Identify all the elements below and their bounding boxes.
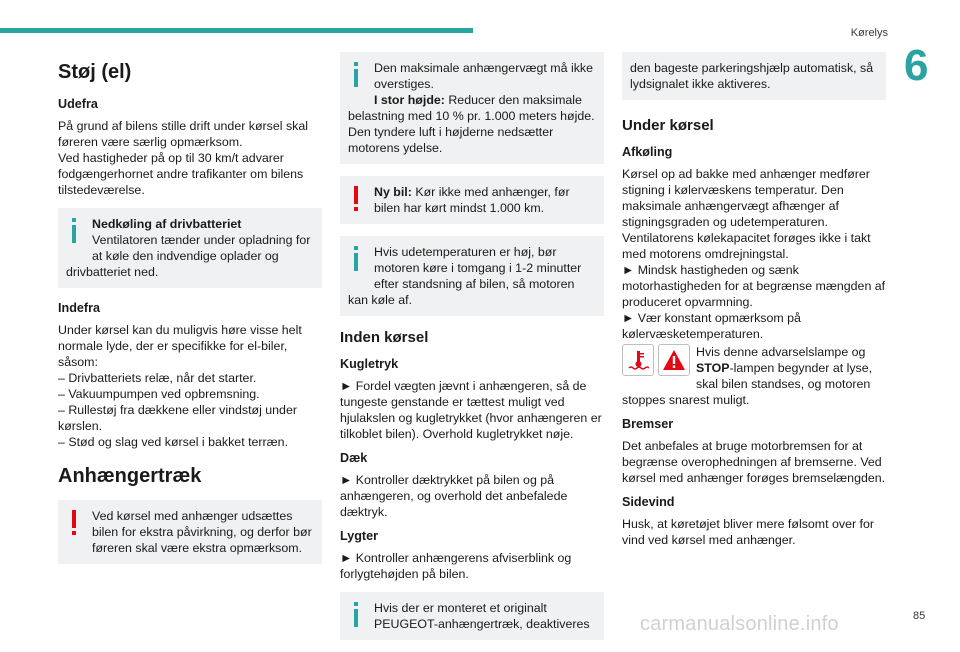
info-note-peugeot	[340, 592, 604, 640]
lamp-text: Hvis denne advarselslampe og	[696, 345, 866, 359]
stop-label: STOP	[696, 361, 730, 375]
note-title: Nedkøling af drivbatteriet	[92, 217, 242, 231]
alert-triangle-icon	[658, 344, 690, 376]
lygter-text: ► Kontroller anhængerens afviserblink og forlygtehøjden på bilen.	[340, 551, 572, 581]
warning-text: Kør ikke med anhænger, før bilen har kørt mindst 1.000 km.	[374, 185, 570, 215]
lygter-heading: Lygter	[340, 529, 379, 543]
page-number: 85	[913, 610, 926, 622]
section-label: Kørelys	[850, 27, 888, 39]
coolant-temperature-icon	[622, 344, 654, 376]
afkoling-heading: Afkøling	[622, 145, 673, 159]
warning-bold: Ny bil:	[374, 185, 412, 199]
warning-icon	[348, 184, 374, 218]
header-accent-bar	[0, 28, 473, 33]
info-icon	[348, 60, 374, 94]
warning-icon	[66, 508, 92, 542]
info-icon	[348, 244, 374, 278]
info-note-temperature	[340, 236, 604, 316]
under-heading: Under kørsel	[622, 117, 714, 134]
page-title: Støj (el)	[58, 61, 132, 83]
warning-lamps	[622, 344, 690, 376]
note-text: den bageste parkeringshjælp automatisk, så lydsignalet ikke aktiveres.	[630, 61, 874, 91]
warning-text: Ved kørsel med anhænger udsættes bilen for ekstra påvirkning, og derfor bør føreren skal være ekstra opmærksom.	[92, 509, 312, 555]
info-icon	[348, 600, 374, 634]
warning-lamp-paragraph	[622, 344, 886, 408]
kugletryk-heading: Kugletryk	[340, 357, 399, 371]
anhaenger-title: Anhængertræk	[58, 465, 202, 487]
note-text: Hvis der er monteret et originalt PEUGEOT-anhængertræk, deaktiveres	[374, 601, 590, 631]
indefra-text: Under kørsel kan du muligvis høre visse helt normale lyde, der er specifikke for el-biler, såsom: – Drivbatteriets relæ, når det starter. – Vakuumpumpen ved opbremsning. – Rullestøj fra dækkene eller vindstøj under kørslen. – Stød og slag ved kørsel i bakket terræn.	[58, 323, 302, 449]
chapter-number: 6	[904, 41, 929, 90]
note-continued	[622, 52, 886, 100]
warning-note-new-car	[340, 176, 604, 224]
column-1	[58, 52, 322, 576]
warning-note-trailer	[58, 500, 322, 564]
afkoling-text: Kørsel op ad bakke med anhænger medfører stigning i kølervæskens temperatur. Den maksimale anhængervægt afhænger af stigningsgraden og udetemperaturen. Ventilatorens kølekapacitet forøges ikke i takt med motorens omdrejningstal. ► Mindsk hastigheden og sænk motorhastigheden for at begrænse mængden af produceret opvarmning. ► Vær konstant opmærksom på kølervæsketemperaturen.	[622, 167, 886, 341]
indefra-heading: Indefra	[58, 301, 100, 315]
note-text-rest: Reducer den maksimale belastning med 10 % pr. 1.000 meters højde. Den tyndere luft i højderne nedsætter motorens ydelse.	[348, 93, 595, 155]
note-bold: I stor højde:	[374, 93, 445, 107]
note-text: Den maksimale anhængervægt må ikke overstiges.	[374, 61, 593, 91]
udefra-heading: Udefra	[58, 97, 98, 111]
note-text: Hvis udetemperaturen er høj, bør motoren køre i tomgang i 1-2 minutter efter standsning af bilen, så motoren kan køle af.	[348, 245, 582, 307]
daek-text: ► Kontroller dæktrykket på bilen og på anhængeren, og overhold det anbefalede dæktryk.	[340, 473, 568, 519]
lamp-text-rest: -lampen begynder at lyse, skal bilen standses, og motoren stoppes snarest muligt.	[622, 361, 873, 407]
note-text: Ventilatoren tænder under opladning for at køle den indvendige oplader og drivbatteriet ned.	[66, 233, 311, 279]
bremser-text: Det anbefales at bruge motorbremsen for at begrænse overophedningen af bremserne. Ved kørsel med anhænger forøges bremselængden.	[622, 439, 886, 485]
column-2	[340, 52, 604, 652]
daek-heading: Dæk	[340, 451, 368, 465]
info-note-weight	[340, 52, 604, 164]
kugletryk-text: ► Fordel vægten jævnt i anhængeren, så de tungeste genstande er tættest muligt ved hjulakslen og kugletrykket (hvor anhængeren er tilkoblet bilen). Overhold kugletrykket nøje.	[340, 379, 602, 441]
column-3	[622, 52, 886, 554]
inden-heading: Inden kørsel	[340, 329, 429, 346]
udefra-text: På grund af bilens stille drift under kørsel skal føreren være særlig opmærksom. Ved hastigheder på op til 30 km/t advarer fodgængerhornet andre trafikanter om bilens tilstedeværelse.	[58, 119, 308, 197]
sidevind-heading: Sidevind	[622, 495, 675, 509]
sidevind-text: Husk, at køretøjet bliver mere følsomt over for vind ved kørsel med anhænger.	[622, 517, 874, 547]
bremser-heading: Bremser	[622, 417, 674, 431]
info-icon	[66, 216, 92, 250]
info-note-cooling	[58, 208, 322, 288]
watermark: carmanualsonline.info	[640, 613, 839, 635]
